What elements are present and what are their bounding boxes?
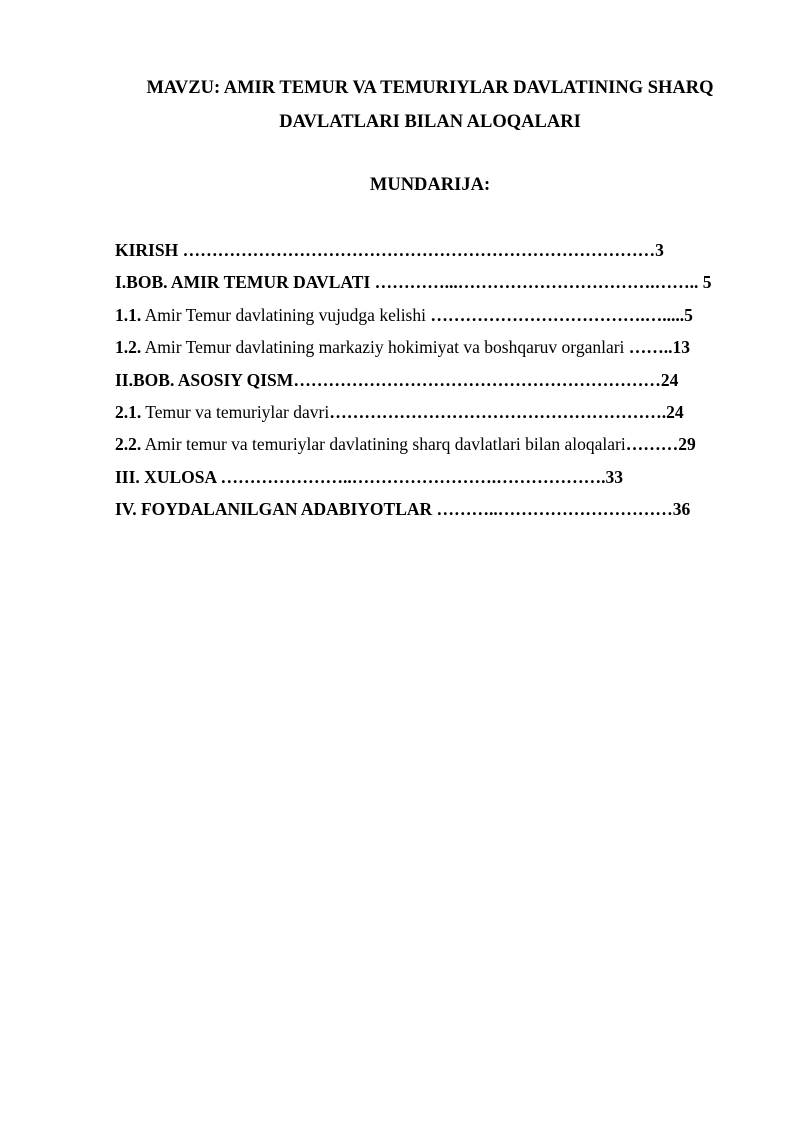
toc-entry-label: IV. FOYDALANILGAN ADABIYOTLAR (115, 499, 437, 520)
toc-leader-dots: …………………..…………………….………………. (220, 466, 606, 487)
toc-page-number: 36 (672, 499, 691, 520)
toc-entry-chapter-2 (115, 366, 745, 398)
toc-entry-label: II.BOB. ASOSIY QISM (115, 369, 294, 390)
toc-leader-dots: …………………………………………………. (329, 401, 667, 422)
toc-entry-number: 1.1. (115, 304, 142, 325)
toc-page-number: 33 (605, 466, 624, 487)
toc-entry-chapter-4 (115, 495, 745, 527)
toc-entry-chapter-1 (115, 268, 745, 300)
toc-entry-label: Temur va temuriylar davri (141, 401, 330, 422)
title-line: MAVZU: AMIR TEMUR VA TEMURIYLAR DAVLATINING SHARQ (146, 78, 714, 98)
toc-page-number: 13 (672, 337, 691, 358)
toc-entry-number: 1.2. (115, 337, 142, 358)
toc-page-number: 3 (655, 240, 664, 260)
toc-page-number: 29 (678, 434, 696, 455)
toc-entry-label: Amir temur va temuriylar davlatining sharq davlatlari bilan aloqalari (141, 434, 626, 455)
toc-heading: MUNDARIJA: (369, 175, 491, 195)
toc-leader-dots: ………..………………………… (436, 499, 673, 520)
toc-entry-section-2-2 (115, 430, 745, 462)
toc-leader-dots: …………...…………………………….…….. (374, 272, 703, 293)
toc-entry-label: Amir Temur davlatining markaziy hokimiyat va boshqaruv organlari (141, 337, 629, 358)
toc-entry-number: 2.1. (115, 401, 142, 422)
title-line: DAVLATLARI BILAN ALOQALARI (279, 112, 581, 132)
toc-entry-label: KIRISH (115, 240, 183, 260)
toc-entry-label: III. XULOSA (115, 466, 221, 487)
toc-entry-chapter-3 (115, 463, 745, 495)
table-of-contents (115, 236, 745, 528)
toc-page-number: 5 (702, 272, 712, 293)
toc-page-number: 24 (666, 401, 684, 422)
toc-entry-section-2-1 (115, 398, 745, 430)
toc-leader-dots: ……………………………………………………… (293, 369, 661, 390)
toc-leader-dots: ……………………………….…..... (430, 304, 685, 325)
toc-entry-section-1-2 (115, 333, 745, 365)
toc-entry-label: Amir Temur davlatining vujudga kelishi (141, 304, 431, 325)
toc-leader-dots: ……………………………………………………………………… (182, 240, 656, 260)
toc-page-number: 5 (684, 304, 693, 325)
toc-leader-dots: ……… (625, 434, 679, 455)
toc-entry-section-1-1 (115, 301, 745, 333)
document-title (100, 71, 760, 139)
toc-entry-number: 2.2. (115, 434, 142, 455)
toc-entry-label: I.BOB. AMIR TEMUR DAVLATI (115, 272, 375, 293)
toc-leader-dots: …….. (628, 337, 673, 358)
toc-page-number: 24 (660, 369, 679, 390)
toc-entry-kirish (115, 236, 745, 268)
